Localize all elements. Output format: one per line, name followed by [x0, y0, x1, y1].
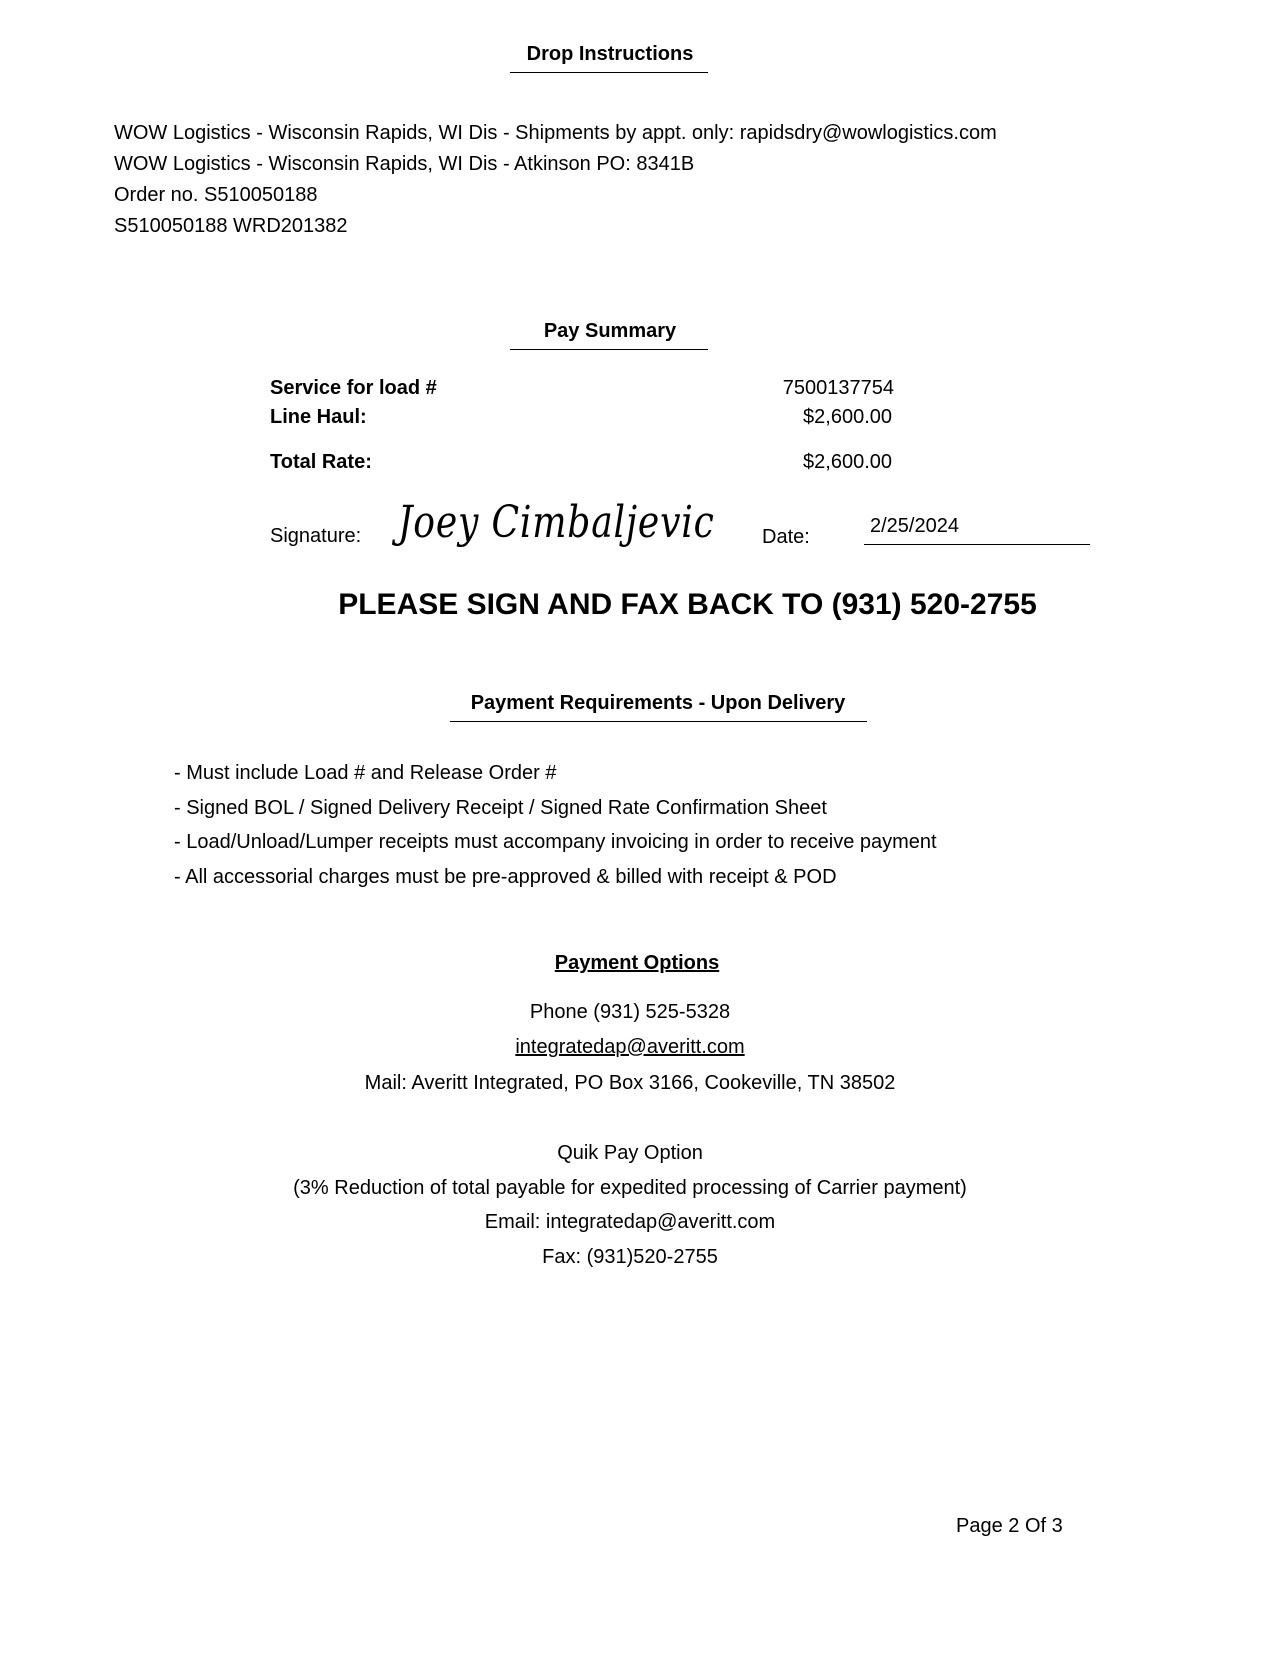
line-haul-label: Line Haul: [270, 406, 367, 428]
quik-pay-fax: Fax: (931)520-2755 [542, 1246, 718, 1268]
payment-phone: Phone (931) 525-5328 [529, 1001, 731, 1023]
payment-requirements-heading: Payment Requirements - Upon Delivery [470, 692, 846, 714]
drop-instruction-line: S510050188 WRD201382 [114, 215, 348, 237]
drop-instructions-heading: Drop Instructions [526, 43, 694, 65]
quik-pay-title: Quik Pay Option [557, 1142, 703, 1164]
date-label: Date: [762, 526, 810, 548]
pay-summary-underline [510, 349, 708, 350]
total-rate-value: $2,600.00 [803, 451, 892, 473]
requirement-item: - All accessorial charges must be pre-approved & billed with receipt & POD [174, 866, 837, 888]
requirement-item: - Signed BOL / Signed Delivery Receipt / Signed Rate Confirmation Sheet [174, 797, 827, 819]
total-rate-label: Total Rate: [270, 451, 372, 473]
drop-instructions-underline [510, 72, 708, 73]
handwritten-signature: Joey Cimbaljevic [398, 497, 715, 548]
service-load-label: Service for load # [270, 377, 437, 399]
payment-requirements-underline [450, 721, 867, 722]
drop-instruction-line: WOW Logistics - Wisconsin Rapids, WI Dis - Atkinson PO: 8341B [114, 153, 695, 175]
payment-mail-address: Mail: Averitt Integrated, PO Box 3166, Cookeville, TN 38502 [364, 1072, 896, 1094]
page-number: Page 2 Of 3 [956, 1515, 1063, 1537]
signature-label: Signature: [270, 525, 362, 547]
pay-summary-heading: Pay Summary [543, 320, 677, 342]
date-value: 2/25/2024 [870, 515, 959, 537]
service-load-value: 7500137754 [782, 377, 894, 399]
payment-options-heading: Payment Options [554, 952, 720, 974]
line-haul-value: $2,600.00 [803, 406, 892, 428]
payment-email-link[interactable]: integratedap@averitt.com [515, 1036, 745, 1058]
requirement-item: - Must include Load # and Release Order # [174, 762, 557, 784]
requirement-item: - Load/Unload/Lumper receipts must accompany invoicing in order to receive payment [174, 831, 937, 853]
drop-instruction-line: WOW Logistics - Wisconsin Rapids, WI Dis - Shipments by appt. only: rapidsdry@wowlogistics.com [114, 122, 997, 144]
fax-back-banner: PLEASE SIGN AND FAX BACK TO (931) 520-2755 [338, 588, 1037, 621]
drop-instruction-line: Order no. S510050188 [114, 184, 318, 206]
quik-pay-note: (3% Reduction of total payable for expedited processing of Carrier payment) [293, 1177, 967, 1199]
quik-pay-email: Email: integratedap@averitt.com [484, 1211, 776, 1233]
date-underline [864, 544, 1090, 545]
